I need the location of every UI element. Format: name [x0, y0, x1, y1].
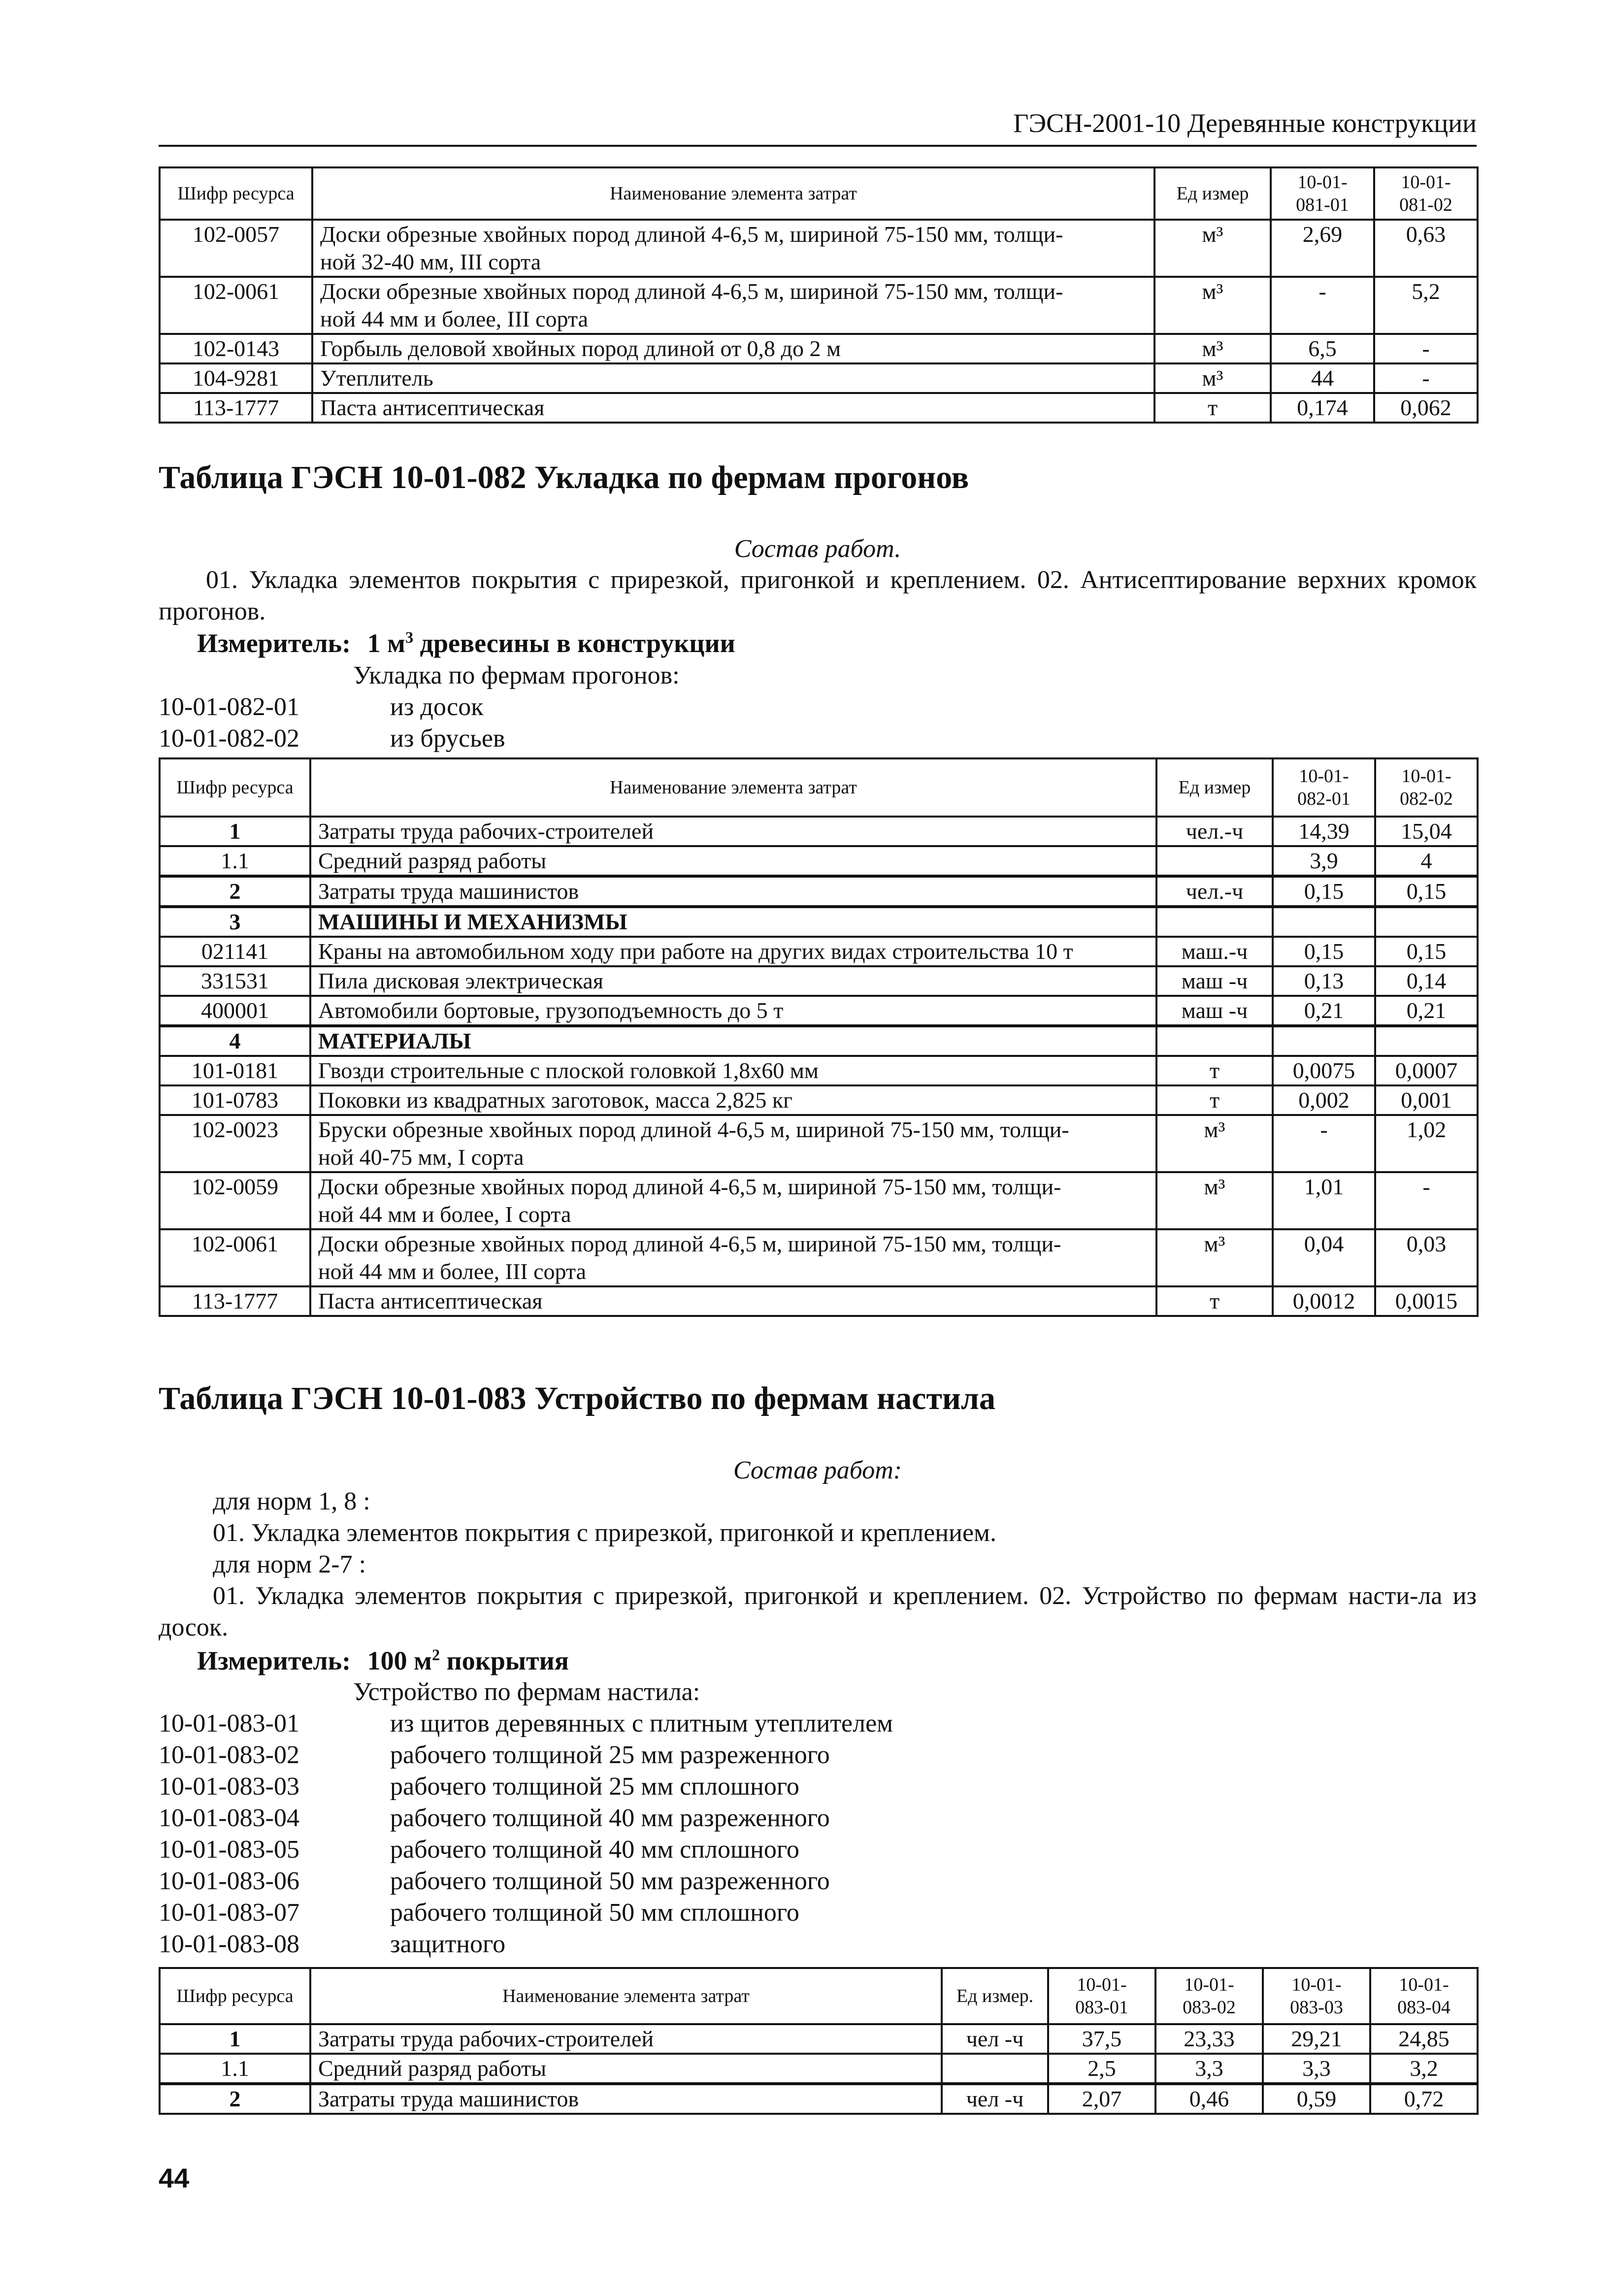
norm-value-1: 0,002 — [1273, 1085, 1375, 1115]
resource-name: Средний разряд работы — [310, 846, 1156, 876]
norm-value-1: 0,15 — [1273, 937, 1375, 966]
unit: т — [1154, 393, 1271, 423]
resource-name: Пила дисковая электрическая — [310, 966, 1156, 996]
col-header-norm-1: 10-01- 083-01 — [1048, 1968, 1155, 2024]
norm-value-2: 0,0015 — [1375, 1286, 1478, 1316]
resource-name: Горбыль деловой хвойных пород длиной от 0,8 до 2 м — [312, 334, 1154, 363]
resource-name: Паста антисептическая — [310, 1286, 1156, 1316]
resource-code: 113-1777 — [160, 393, 312, 423]
resource-name: Средний разряд работы — [310, 2054, 942, 2084]
unit — [1156, 1026, 1273, 1056]
unit: чел -ч — [942, 2024, 1048, 2054]
col-header-norm-1: 10-01- 081-01 — [1271, 167, 1374, 220]
norm-description: рабочего толщиной 25 мм сплошного — [390, 1772, 799, 1801]
col-header-unit: Ед измер — [1154, 167, 1271, 220]
norm-value-1: - — [1271, 277, 1374, 334]
norm-value-2 — [1375, 1026, 1478, 1056]
resource-name: Доски обрезные хвойных пород длиной 4-6,5 м, шириной 75-150 мм, толщи- ной 44 мм и более, I сорта — [310, 1172, 1156, 1229]
unit — [942, 2054, 1048, 2084]
resource-name: Затраты труда машинистов — [310, 876, 1156, 907]
meter-value: 1 $м^3$ древесины в конструкции — [367, 628, 735, 658]
norm-value-2: 0,15 — [1375, 937, 1478, 966]
unit: м³ — [1154, 363, 1271, 393]
norm-value-1: - — [1273, 1115, 1375, 1172]
table-row — [160, 334, 1478, 363]
norm-value-2: 5,2 — [1374, 277, 1478, 334]
resource-name: МАТЕРИАЛЫ — [310, 1026, 1156, 1056]
unit: м³ — [1156, 1172, 1273, 1229]
resource-name: Паста антисептическая — [312, 393, 1154, 423]
resource-name: Поковки из квадратных заготовок, масса 2,825 кг — [310, 1085, 1156, 1115]
unit — [1156, 846, 1273, 876]
resource-code: 1 — [160, 817, 310, 846]
unit: м³ — [1156, 1229, 1273, 1286]
resource-name: Автомобили бортовые, грузоподъемность до 5 т — [310, 996, 1156, 1026]
resource-code: 104-9281 — [160, 363, 312, 393]
meter-label: Измеритель: — [197, 628, 351, 658]
composition-line-3: для норм 2-7 : — [213, 1550, 366, 1578]
resource-code: 113-1777 — [160, 1286, 310, 1316]
norm-description: из щитов деревянных с плитным утеплителем — [390, 1709, 893, 1738]
table-header-row — [160, 167, 1478, 220]
resource-name: Краны на автомобильном ходу при работе на других видах строительства 10 т — [310, 937, 1156, 966]
col-header-name: Наименование элемента затрат — [310, 1968, 942, 2024]
norm-value-1: 1,01 — [1273, 1172, 1375, 1229]
resource-code: 102-0061 — [160, 1229, 310, 1286]
norm-value-2: 0,21 — [1375, 996, 1478, 1026]
norm-value-3: 0,59 — [1263, 2084, 1370, 2114]
unit: чел.-ч — [1156, 876, 1273, 907]
norm-value-3: 3,3 — [1263, 2054, 1370, 2084]
table-082 — [159, 757, 1479, 1317]
section-083-composition — [159, 1486, 1477, 1643]
norm-value-1 — [1273, 907, 1375, 937]
resource-code: 2 — [160, 876, 310, 907]
norm-value-1: 2,5 — [1048, 2054, 1155, 2084]
page-number: 44 — [159, 2163, 190, 2194]
norm-list-item — [159, 1739, 893, 1771]
norm-value-2: 0,03 — [1375, 1229, 1478, 1286]
norm-value-1: 44 — [1271, 363, 1374, 393]
composition-line-2: 01. Укладка элементов покрытия с прирезкой, пригонкой и креплением. — [213, 1519, 996, 1547]
norm-value-1: 2,07 — [1048, 2084, 1155, 2114]
meter-label: Измеритель: — [197, 1646, 351, 1675]
resource-code: 331531 — [160, 966, 310, 996]
norm-value-2: - — [1375, 1172, 1478, 1229]
section-082-composition-title: Состав работ. — [734, 535, 901, 563]
composition-line-1: для норм 1, 8 : — [213, 1487, 370, 1515]
norm-value-1: 0,0012 — [1273, 1286, 1375, 1316]
norm-list-item — [159, 691, 680, 723]
norm-list-item — [159, 1897, 893, 1929]
table-083 — [159, 1967, 1479, 2115]
norm-list-item — [159, 1834, 893, 1866]
norm-description: из досок — [390, 693, 484, 721]
norm-value-1: 14,39 — [1273, 817, 1375, 846]
unit: т — [1156, 1056, 1273, 1085]
resource-code: 1.1 — [160, 2054, 310, 2084]
norm-value-2: 0,14 — [1375, 966, 1478, 996]
col-header-norm-2: 10-01- 082-02 — [1375, 758, 1478, 817]
norm-value-1: 0,174 — [1271, 393, 1374, 423]
norm-value-2 — [1375, 907, 1478, 937]
norm-value-2: 0,63 — [1374, 220, 1478, 277]
table-row — [160, 817, 1478, 846]
meter-value: 100 $м^2$ покрытия — [367, 1646, 569, 1675]
resource-name: Затраты труда рабочих-строителей — [310, 817, 1156, 846]
norm-code: 10-01-082-01 — [159, 693, 299, 721]
norm-description: рабочего толщиной 25 мм разреженного — [390, 1741, 830, 1769]
table-row — [160, 220, 1478, 277]
norm-code: 10-01-083-08 — [159, 1930, 299, 1958]
norm-value-4: 24,85 — [1370, 2024, 1478, 2054]
norm-list-item — [159, 1803, 893, 1834]
section-083-norm-list — [159, 1676, 893, 1960]
resource-name: Затраты труда рабочих-строителей — [310, 2024, 942, 2054]
unit: т — [1156, 1085, 1273, 1115]
table-header-row — [160, 758, 1478, 817]
norm-value-1: 0,04 — [1273, 1229, 1375, 1286]
section-082-title: Таблица ГЭСН 10-01-082 Укладка по фермам прогонов — [159, 459, 969, 495]
resource-code: 021141 — [160, 937, 310, 966]
norm-value-1: 3,9 — [1273, 846, 1375, 876]
norm-value-1: 37,5 — [1048, 2024, 1155, 2054]
norm-value-1 — [1273, 1026, 1375, 1056]
norm-description: рабочего толщиной 50 мм сплошного — [390, 1899, 799, 1927]
norm-value-2: 1,02 — [1375, 1115, 1478, 1172]
table-row — [160, 363, 1478, 393]
resource-name: Утеплитель — [312, 363, 1154, 393]
norm-value-2: 0,15 — [1375, 876, 1478, 907]
resource-name: Доски обрезные хвойных пород длиной 4-6,5 м, шириной 75-150 мм, толщи- ной 44 мм и более, III сорта — [310, 1229, 1156, 1286]
col-header-name: Наименование элемента затрат — [312, 167, 1154, 220]
col-header-unit: Ед измер — [1156, 758, 1273, 817]
norm-value-2: - — [1374, 363, 1478, 393]
resource-code: 101-0181 — [160, 1056, 310, 1085]
resource-code: 400001 — [160, 996, 310, 1026]
norm-code: 10-01-083-01 — [159, 1709, 299, 1738]
norm-list-item — [159, 1866, 893, 1897]
norm-list-item — [159, 723, 680, 754]
header-title: ГЭСН-2001-10 Деревянные конструкции — [1013, 108, 1477, 138]
norm-description: рабочего толщиной 40 мм разреженного — [390, 1804, 830, 1832]
section-083-composition-title: Состав работ: — [733, 1456, 902, 1484]
norm-value-1: 6,5 — [1271, 334, 1374, 363]
resource-code: 102-0059 — [160, 1172, 310, 1229]
unit: м³ — [1154, 277, 1271, 334]
section-083-meter — [197, 1645, 569, 1676]
table-row — [160, 1085, 1478, 1115]
resource-code: 3 — [160, 907, 310, 937]
resource-name: Затраты труда машинистов — [310, 2084, 942, 2114]
norm-list-lead: Устройство по фермам настила: — [353, 1678, 700, 1706]
norm-description: защитного — [390, 1930, 506, 1958]
col-header-norm-2: 10-01- 081-02 — [1374, 167, 1478, 220]
table-row — [160, 996, 1478, 1026]
resource-name: Доски обрезные хвойных пород длиной 4-6,5 м, шириной 75-150 мм, толщи- ной 44 мм и более, III сорта — [312, 277, 1154, 334]
norm-value-2: 0,062 — [1374, 393, 1478, 423]
table-row — [160, 277, 1478, 334]
norm-code: 10-01-083-03 — [159, 1772, 299, 1801]
running-header — [159, 109, 1477, 147]
norm-description: рабочего толщиной 50 мм разреженного — [390, 1867, 830, 1895]
table-row — [160, 907, 1478, 937]
col-header-unit: Ед измер. — [942, 1968, 1048, 2024]
table-081-continuation — [159, 166, 1479, 424]
table-row — [160, 1056, 1478, 1085]
table-row — [160, 966, 1478, 996]
section-083-title: Таблица ГЭСН 10-01-083 Устройство по фермам настила — [159, 1380, 995, 1416]
unit: маш -ч — [1156, 966, 1273, 996]
col-header-norm-4: 10-01- 083-04 — [1370, 1968, 1478, 2024]
table-row — [160, 1172, 1478, 1229]
table-row — [160, 1026, 1478, 1056]
norm-value-2: 0,0007 — [1375, 1056, 1478, 1085]
table-row — [160, 1286, 1478, 1316]
unit: м³ — [1154, 334, 1271, 363]
resource-name: Доски обрезные хвойных пород длиной 4-6,5 м, шириной 75-150 мм, толщи- ной 32-40 мм, III сорта — [312, 220, 1154, 277]
norm-value-2: 4 — [1375, 846, 1478, 876]
resource-code: 1 — [160, 2024, 310, 2054]
section-082-meter — [197, 627, 735, 659]
norm-value-2: 0,46 — [1155, 2084, 1263, 2114]
norm-code: 10-01-083-05 — [159, 1836, 299, 1864]
unit: т — [1156, 1286, 1273, 1316]
table-header-row — [160, 1968, 1478, 2024]
norm-code: 10-01-083-02 — [159, 1741, 299, 1769]
norm-list-item — [159, 1771, 893, 1803]
resource-name: Гвозди строительные с плоской головкой 1,8x60 мм — [310, 1056, 1156, 1085]
norm-value-1: 0,15 — [1273, 876, 1375, 907]
norm-list-lead: Укладка по фермам прогонов: — [353, 661, 680, 689]
unit: м³ — [1154, 220, 1271, 277]
unit — [1156, 907, 1273, 937]
norm-code: 10-01-082-02 — [159, 724, 299, 753]
resource-name: МАШИНЫ И МЕХАНИЗМЫ — [310, 907, 1156, 937]
section-082-norm-list — [159, 660, 680, 754]
norm-description: из брусьев — [390, 724, 505, 753]
col-header-norm-3: 10-01- 083-03 — [1263, 1968, 1370, 2024]
norm-value-1: 0,0075 — [1273, 1056, 1375, 1085]
col-header-code: Шифр ресурса — [160, 167, 312, 220]
table-row — [160, 876, 1478, 907]
col-header-code: Шифр ресурса — [160, 1968, 310, 2024]
table-row — [160, 846, 1478, 876]
norm-description: рабочего толщиной 40 мм сплошного — [390, 1836, 799, 1864]
norm-value-2: - — [1374, 334, 1478, 363]
norm-value-2: 3,3 — [1155, 2054, 1263, 2084]
resource-code: 2 — [160, 2084, 310, 2114]
resource-code: 1.1 — [160, 846, 310, 876]
unit: м³ — [1156, 1115, 1273, 1172]
col-header-norm-1: 10-01- 082-01 — [1273, 758, 1375, 817]
norm-list-item — [159, 1929, 893, 1960]
unit: чел.-ч — [1156, 817, 1273, 846]
composition-line-4: 01. Укладка элементов покрытия с прирезкой, пригонкой и креплением. 02. Устройство по фермам насти-ла из досок. — [159, 1582, 1477, 1641]
resource-code: 101-0783 — [160, 1085, 310, 1115]
unit: маш.-ч — [1156, 937, 1273, 966]
table-row — [160, 1229, 1478, 1286]
table-row — [160, 2024, 1478, 2054]
section-082-composition-text: 01. Укладка элементов покрытия с прирезкой, пригонкой и креплением. 02. Антисептирование верхних кромок прогонов. — [159, 566, 1477, 625]
norm-value-1: 0,21 — [1273, 996, 1375, 1026]
norm-list-item — [159, 1708, 893, 1739]
norm-code: 10-01-083-07 — [159, 1899, 299, 1927]
norm-value-4: 0,72 — [1370, 2084, 1478, 2114]
norm-value-4: 3,2 — [1370, 2054, 1478, 2084]
norm-code: 10-01-083-06 — [159, 1867, 299, 1895]
unit: маш -ч — [1156, 996, 1273, 1026]
table-row — [160, 1115, 1478, 1172]
table-row — [160, 393, 1478, 423]
col-header-code: Шифр ресурса — [160, 758, 310, 817]
table-row — [160, 2054, 1478, 2084]
norm-value-1: 0,13 — [1273, 966, 1375, 996]
col-header-norm-2: 10-01- 083-02 — [1155, 1968, 1263, 2024]
norm-value-3: 29,21 — [1263, 2024, 1370, 2054]
col-header-name: Наименование элемента затрат — [310, 758, 1156, 817]
norm-value-1: 2,69 — [1271, 220, 1374, 277]
resource-code: 102-0057 — [160, 220, 312, 277]
table-row — [160, 937, 1478, 966]
norm-value-2: 0,001 — [1375, 1085, 1478, 1115]
unit: чел -ч — [942, 2084, 1048, 2114]
resource-code: 102-0061 — [160, 277, 312, 334]
resource-code: 102-0143 — [160, 334, 312, 363]
resource-name: Бруски обрезные хвойных пород длиной 4-6,5 м, шириной 75-150 мм, толщи- ной 40-75 мм, I сорта — [310, 1115, 1156, 1172]
resource-code: 102-0023 — [160, 1115, 310, 1172]
table-row — [160, 2084, 1478, 2114]
norm-value-2: 15,04 — [1375, 817, 1478, 846]
norm-value-2: 23,33 — [1155, 2024, 1263, 2054]
norm-code: 10-01-083-04 — [159, 1804, 299, 1832]
resource-code: 4 — [160, 1026, 310, 1056]
